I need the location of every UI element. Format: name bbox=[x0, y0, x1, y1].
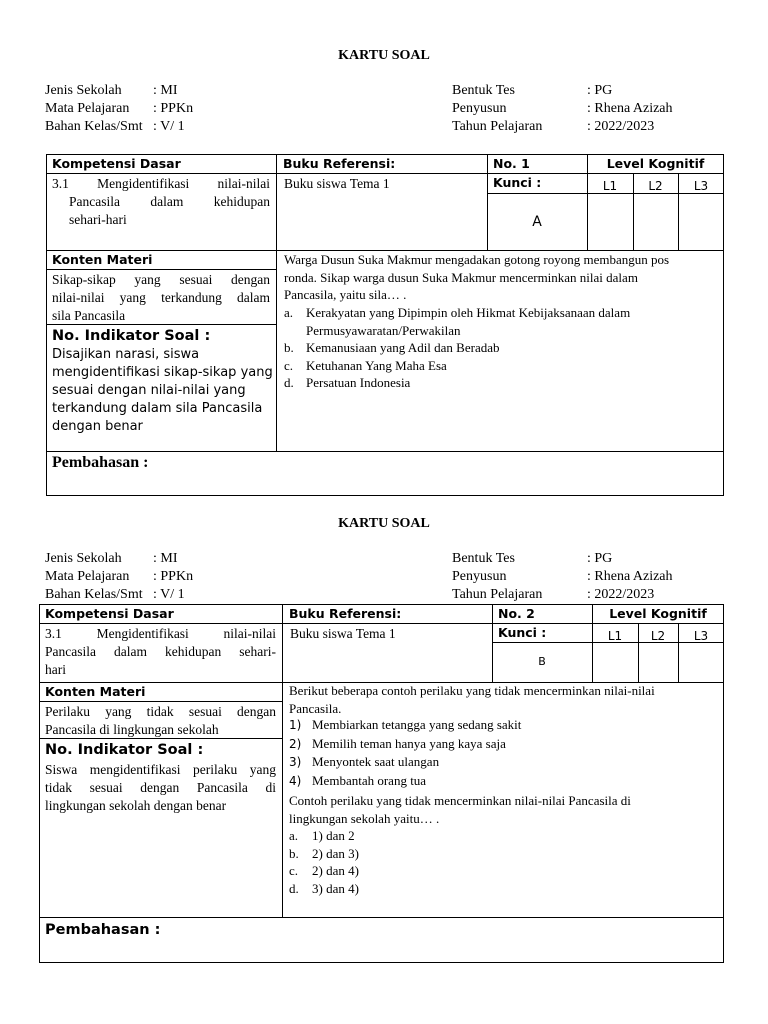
row-divider bbox=[39, 701, 282, 702]
pembahasan-label: Pembahasan : bbox=[45, 922, 161, 938]
option-text: 2) dan 4) bbox=[312, 863, 359, 878]
option-marker: a. bbox=[289, 828, 299, 843]
option-a bbox=[284, 304, 630, 322]
question-text bbox=[289, 682, 655, 717]
buku-referensi-value: Buku siswa Tema 1 bbox=[290, 626, 396, 641]
option-d bbox=[289, 880, 359, 898]
question-number: No. 2 bbox=[498, 606, 535, 621]
statement-text: Membiarkan tetangga yang sedang sakit bbox=[312, 717, 522, 732]
level-kognitif-header: Level Kognitif bbox=[609, 606, 707, 621]
kompetensi-dasar-text bbox=[52, 175, 270, 229]
question-line: Pancasila, yaitu sila… . bbox=[284, 287, 407, 302]
statement-text: Memilih teman hanya yang kaya saja bbox=[312, 735, 506, 751]
meta-value: : MI bbox=[153, 551, 178, 566]
meta-label: Bahan Kelas/Smt bbox=[45, 119, 143, 134]
meta-value: : PG bbox=[587, 83, 613, 98]
col-divider bbox=[487, 154, 488, 250]
meta-label: Penyusun bbox=[452, 101, 507, 116]
indikator-text bbox=[52, 346, 273, 436]
indikator-line: terkandung dalam sila Pancasila bbox=[52, 401, 263, 416]
option-d bbox=[284, 374, 630, 392]
statement-item bbox=[289, 716, 521, 735]
indikator-header: No. Indikator Soal : bbox=[45, 742, 204, 758]
option-c bbox=[289, 862, 359, 880]
meta-label: Jenis Sekolah bbox=[45, 551, 122, 566]
kd-line: Pancasila dalam kehidupan bbox=[69, 194, 270, 209]
row-divider bbox=[39, 623, 724, 624]
option-marker: a. bbox=[284, 305, 294, 320]
kunci-label: Kunci : bbox=[498, 625, 547, 640]
col-divider bbox=[282, 604, 283, 917]
meta-value: : PPKn bbox=[153, 569, 194, 584]
right-meta bbox=[452, 550, 673, 604]
statement-text: Membantah orang tua bbox=[312, 772, 427, 788]
konten-line: sila Pancasila bbox=[52, 308, 126, 323]
level-kognitif-header: Level Kognitif bbox=[606, 156, 705, 171]
card-title: KARTU SOAL bbox=[338, 516, 430, 531]
option-c bbox=[284, 357, 630, 375]
option-marker: c. bbox=[289, 863, 299, 878]
indikator-line: Siswa mengidentifikasi perilaku yang bbox=[45, 762, 276, 777]
option-marker: b. bbox=[284, 340, 294, 355]
statement-marker: 4) bbox=[289, 773, 302, 788]
left-meta bbox=[45, 550, 193, 604]
konten-materi-header: Konten Materi bbox=[52, 252, 153, 267]
meta-value: : PG bbox=[587, 551, 613, 566]
statement-text: Menyontek saat ulangan bbox=[312, 754, 440, 769]
indikator-header: No. Indikator Soal : bbox=[52, 328, 211, 344]
option-text: Kerakyatan yang Dipimpin oleh Hikmat Kebijaksanaan dalam bbox=[306, 305, 631, 320]
level-l3: L3 bbox=[693, 179, 709, 193]
kd-line: hari bbox=[45, 662, 66, 677]
question-text bbox=[284, 251, 669, 304]
kd-line: Pancasila dalam kehidupan sehari- bbox=[45, 644, 276, 659]
meta-value: : V/ 1 bbox=[153, 119, 185, 134]
question-text-2 bbox=[289, 792, 631, 827]
option-a bbox=[289, 827, 359, 845]
statement-item bbox=[289, 735, 521, 754]
indikator-text bbox=[45, 761, 276, 815]
meta-value: : 2022/2023 bbox=[587, 587, 655, 602]
level-l1: L1 bbox=[607, 629, 623, 643]
indikator-line: dengan benar bbox=[52, 419, 143, 434]
pembahasan-label: Pembahasan : bbox=[52, 454, 149, 471]
meta-value: : V/ 1 bbox=[153, 587, 185, 602]
option-text: 2) dan 3) bbox=[312, 845, 359, 861]
option-marker: d. bbox=[289, 880, 299, 896]
indikator-line: sesuai dengan nilai-nilai yang bbox=[52, 383, 246, 398]
meta-label: Bentuk Tes bbox=[452, 83, 515, 98]
option-text: 3) dan 4) bbox=[312, 880, 359, 896]
statement-list bbox=[289, 716, 521, 790]
kunci-value: B bbox=[538, 655, 546, 668]
question-line: Berikut beberapa contoh perilaku yang tidak mencerminkan nilai-nilai bbox=[289, 683, 655, 698]
meta-value: : 2022/2023 bbox=[587, 119, 655, 134]
row-divider bbox=[46, 269, 277, 270]
option-text: Ketuhanan Yang Maha Esa bbox=[306, 357, 447, 373]
konten-line: Perilaku yang tidak sesuai dengan bbox=[45, 704, 276, 719]
level-l2: L2 bbox=[650, 629, 666, 643]
level-l2: L2 bbox=[648, 179, 663, 193]
row-divider bbox=[46, 173, 724, 174]
statement-marker: 3) bbox=[289, 755, 302, 769]
option-text: Kemanusiaan yang Adil dan Beradab bbox=[306, 340, 500, 355]
question-line: Contoh perilaku yang tidak mencerminkan nilai-nilai Pancasila di bbox=[289, 793, 631, 808]
row-divider bbox=[46, 451, 724, 452]
answer-options bbox=[284, 304, 630, 392]
meta-label: Mata Pelajaran bbox=[45, 569, 130, 584]
row-divider bbox=[39, 917, 724, 918]
question-line: ronda. Sikap warga dusun Suka Makmur mencerminkan nilai dalam bbox=[284, 269, 638, 285]
option-text: 1) dan 2 bbox=[312, 828, 355, 843]
meta-label: Bentuk Tes bbox=[452, 551, 515, 566]
konten-materi-text bbox=[52, 271, 270, 325]
konten-line: Pancasila di lingkungan sekolah bbox=[45, 722, 219, 737]
indikator-line: mengidentifikasi sikap-sikap yang bbox=[52, 365, 273, 380]
option-a-cont: Permusyawaratan/Perwakilan bbox=[306, 322, 461, 338]
option-marker: c. bbox=[284, 357, 294, 373]
meta-label: Jenis Sekolah bbox=[45, 83, 122, 98]
meta-label: Mata Pelajaran bbox=[45, 101, 130, 116]
kd-line: 3.1 Mengidentifikasi nilai-nilai bbox=[52, 176, 270, 191]
question-line: Warga Dusun Suka Makmur mengadakan gotong royong membangun pos bbox=[284, 252, 670, 267]
konten-materi-text bbox=[45, 703, 276, 739]
meta-value: : MI bbox=[153, 83, 178, 98]
konten-line: nilai-nilai yang terkandung dalam bbox=[52, 290, 270, 305]
option-b bbox=[289, 845, 359, 863]
question-number: No. 1 bbox=[493, 156, 530, 171]
konten-materi-header: Konten Materi bbox=[45, 684, 146, 699]
option-text: Persatuan Indonesia bbox=[306, 375, 411, 390]
right-meta bbox=[452, 82, 673, 136]
kompetensi-dasar-text bbox=[45, 625, 276, 679]
question-line: Pancasila. bbox=[289, 700, 342, 716]
meta-label: Bahan Kelas/Smt bbox=[45, 587, 143, 602]
kd-line: 3.1 Mengidentifikasi nilai-nilai bbox=[45, 626, 276, 641]
kompetensi-dasar-header: Kompetensi Dasar bbox=[45, 606, 174, 621]
indikator-line: tidak sesuai dengan Pancasila di bbox=[45, 780, 276, 795]
kunci-value: A bbox=[532, 214, 542, 230]
option-b bbox=[284, 339, 630, 357]
statement-marker: 2) bbox=[289, 736, 302, 751]
meta-label: Penyusun bbox=[452, 569, 507, 584]
left-meta bbox=[45, 82, 193, 136]
indikator-line: lingkungan sekolah dengan benar bbox=[45, 798, 227, 813]
card-title: KARTU SOAL bbox=[338, 48, 430, 63]
buku-referensi-value: Buku siswa Tema 1 bbox=[284, 176, 390, 191]
meta-value: : Rhena Azizah bbox=[587, 101, 673, 116]
level-l1: L1 bbox=[602, 179, 618, 193]
buku-referensi-header: Buku Referensi: bbox=[289, 606, 402, 621]
statement-marker: 1) bbox=[289, 718, 302, 732]
buku-referensi-header: Buku Referensi: bbox=[283, 156, 396, 171]
indikator-line: Disajikan narasi, siswa bbox=[52, 347, 200, 362]
kunci-label: Kunci : bbox=[493, 175, 542, 190]
statement-item bbox=[289, 753, 521, 772]
question-line: lingkungan sekolah yaitu… . bbox=[289, 810, 440, 826]
col-divider bbox=[276, 154, 277, 451]
meta-label: Tahun Pelajaran bbox=[452, 119, 543, 134]
meta-label: Tahun Pelajaran bbox=[452, 587, 543, 602]
answer-options bbox=[289, 827, 359, 897]
meta-value: : Rhena Azizah bbox=[587, 569, 673, 584]
kd-line: sehari-hari bbox=[69, 212, 127, 227]
option-marker: d. bbox=[284, 375, 294, 390]
statement-item bbox=[289, 772, 521, 791]
konten-line: Sikap-sikap yang sesuai dengan bbox=[52, 272, 270, 287]
meta-value: : PPKn bbox=[153, 101, 194, 116]
kompetensi-dasar-header: Kompetensi Dasar bbox=[52, 156, 181, 171]
level-l3: L3 bbox=[693, 629, 709, 643]
option-marker: b. bbox=[289, 845, 299, 861]
